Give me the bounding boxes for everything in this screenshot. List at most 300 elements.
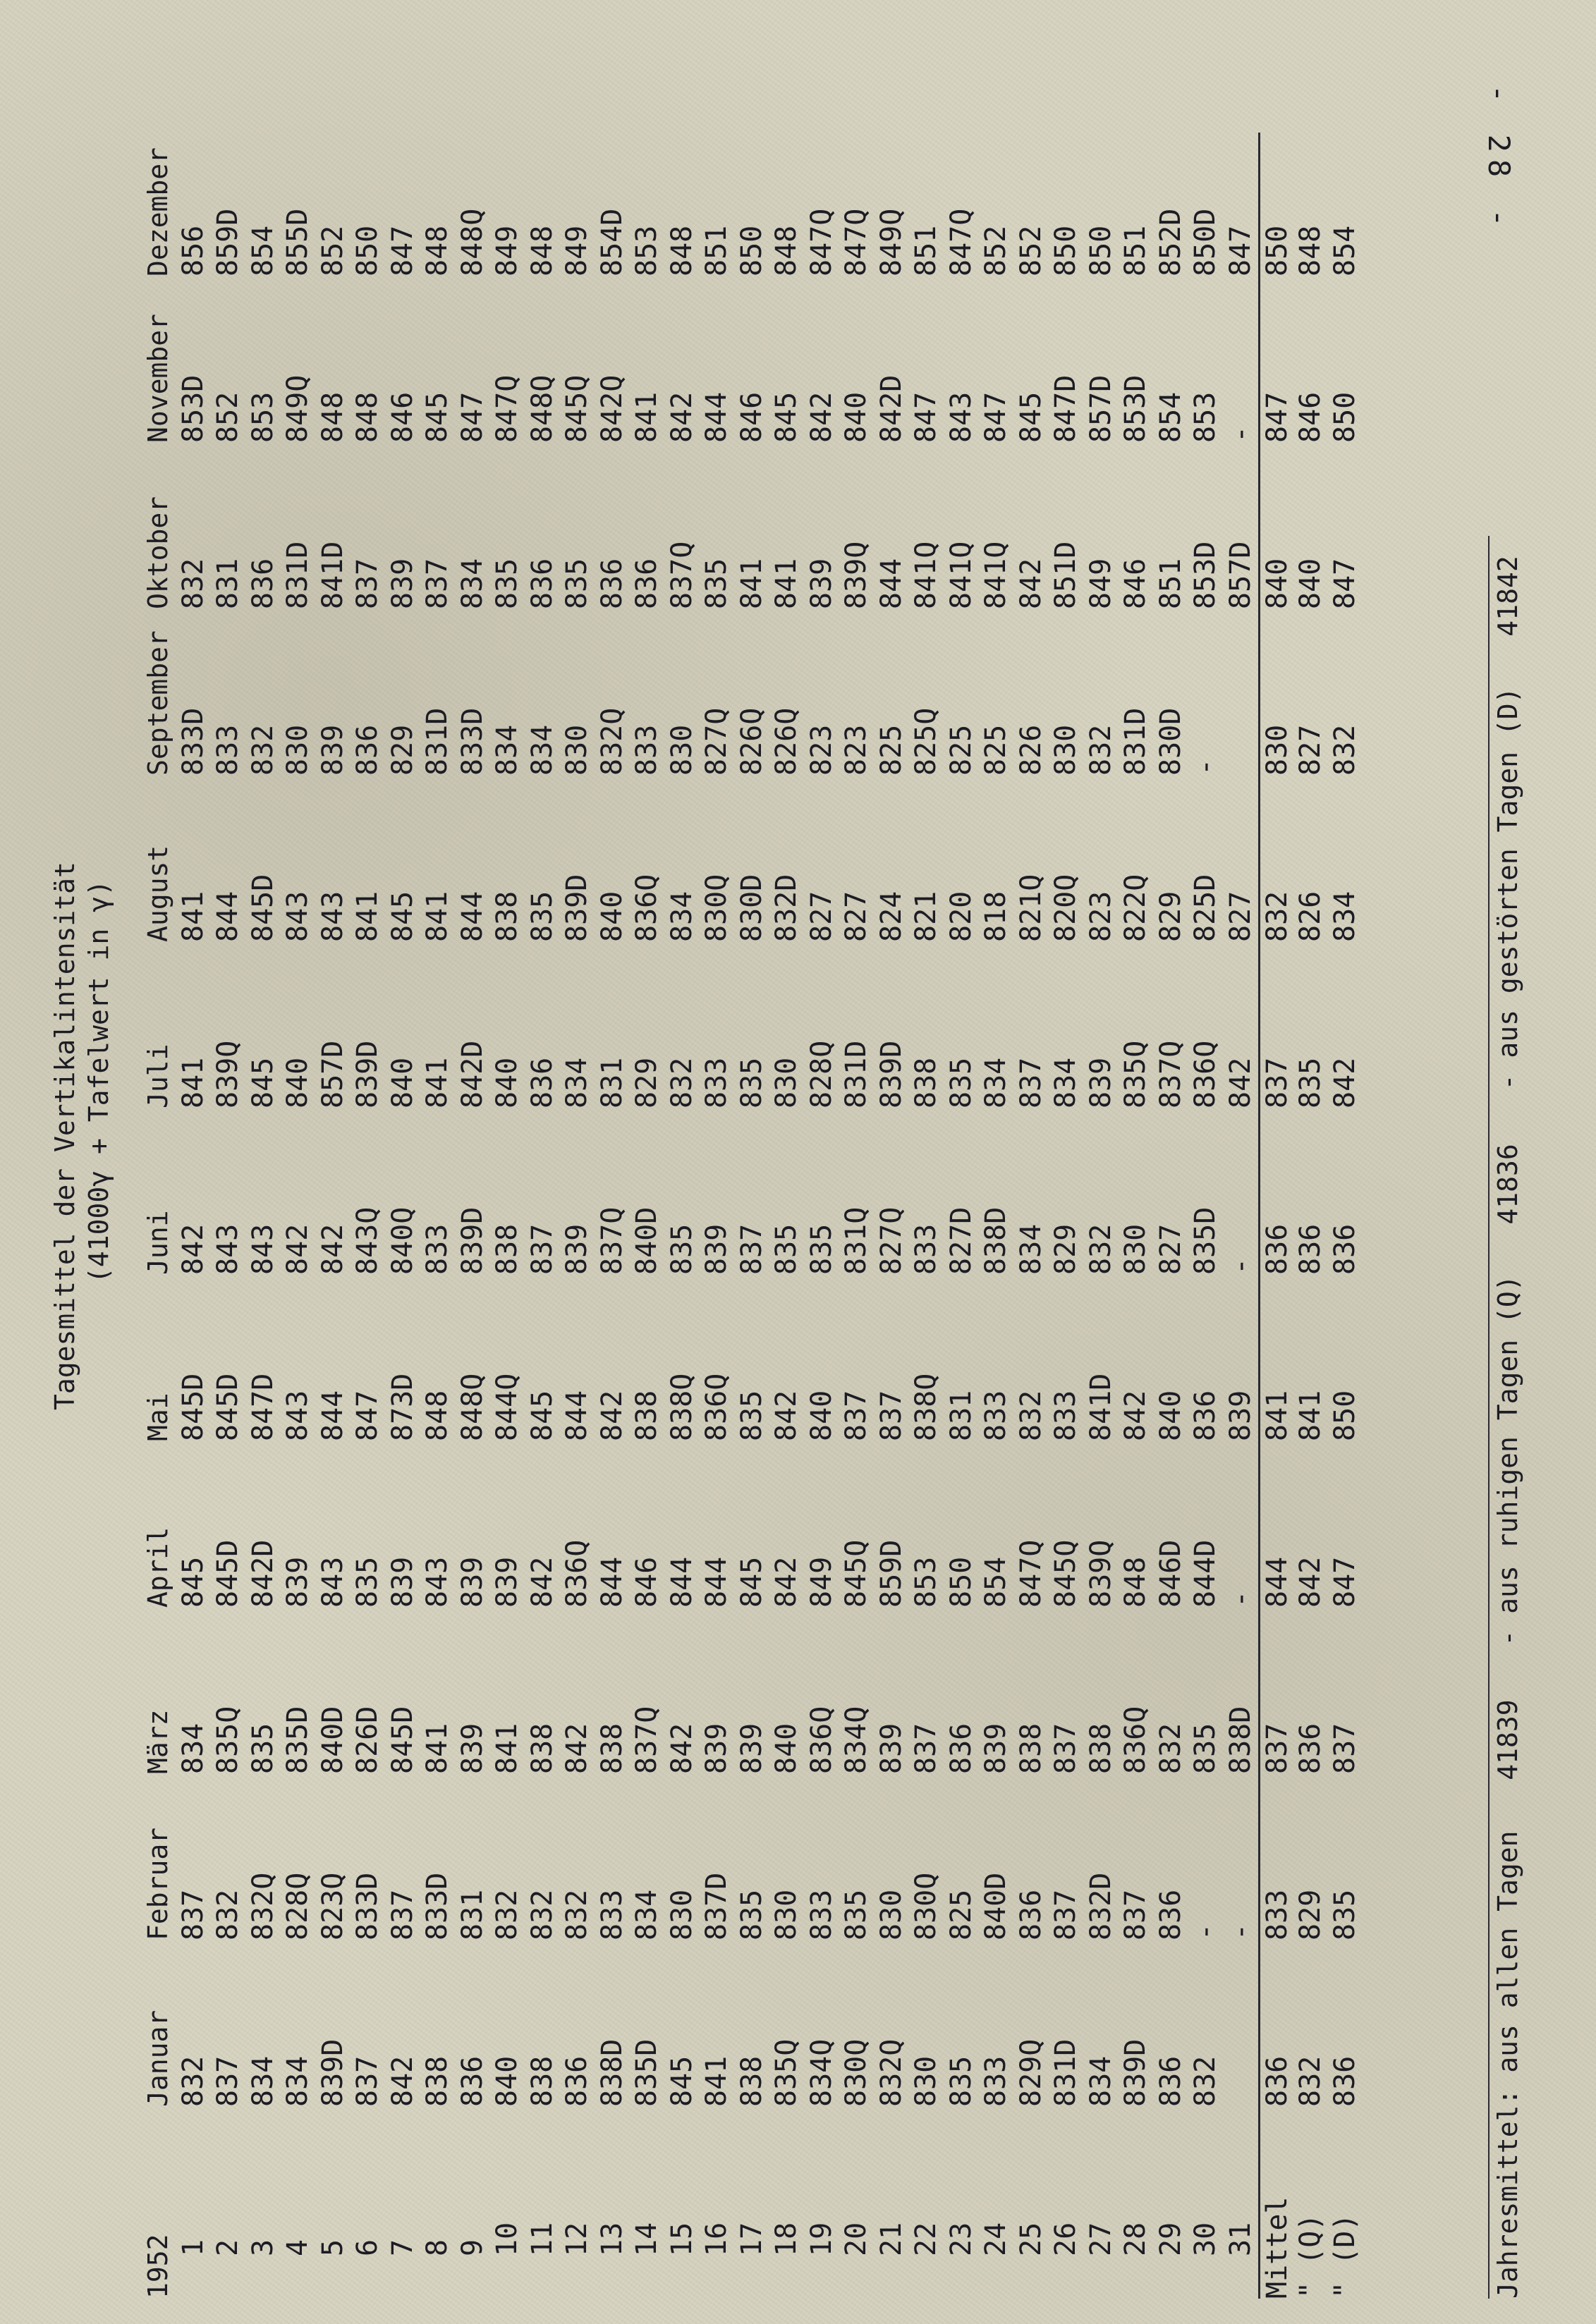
value-cell: 839Q <box>212 1040 244 1108</box>
value-cell: 847Q <box>491 374 523 443</box>
value-cell: 825 <box>944 724 977 776</box>
value-cell: 847D <box>1049 374 1082 443</box>
value-cell: 841 <box>631 391 663 443</box>
value-cell: 848 <box>1119 1556 1152 1608</box>
value-cell: 835 <box>840 1889 872 1940</box>
value-cell: 838 <box>631 1390 663 1441</box>
value-cell: 827 <box>1154 1223 1187 1275</box>
summary-cell: 850 <box>1329 1390 1361 1441</box>
value-cell: 832 <box>665 1057 698 1108</box>
value-cell: 832Q <box>246 1872 279 1940</box>
value-cell: 834 <box>561 1057 593 1108</box>
value-cell: 834 <box>525 724 559 776</box>
summary-cell: 850 <box>1329 391 1361 443</box>
footer-quiet-label: - aus ruhigen Tagen (Q) <box>1492 1275 1523 1646</box>
value-cell: 832 <box>176 558 209 609</box>
value-cell: 841 <box>351 891 384 942</box>
value-cell: 833D <box>176 707 209 776</box>
value-cell: 845 <box>176 1556 209 1608</box>
summary-cell: 836 <box>1329 1223 1361 1275</box>
day-label: 13 <box>595 2222 628 2256</box>
value-cell: 830 <box>770 1057 803 1108</box>
value-cell: 842D <box>875 374 908 443</box>
value-cell: 841 <box>176 891 209 942</box>
value-cell: - <box>1224 425 1257 443</box>
value-cell: 836 <box>1189 1390 1222 1441</box>
value-cell: 830Q <box>700 874 733 942</box>
value-cell: - <box>1224 1590 1257 1608</box>
summary-cell: 835 <box>1329 1889 1361 1940</box>
value-cell: 842 <box>1119 1390 1152 1441</box>
value-cell: 840D <box>980 1872 1012 1940</box>
value-cell: 835 <box>735 1057 768 1108</box>
day-label: 15 <box>665 2222 698 2256</box>
value-cell: 831D <box>421 707 453 776</box>
day-label: 28 <box>1119 2222 1152 2256</box>
value-cell: 821Q <box>1014 874 1047 942</box>
value-cell: 835D <box>631 2038 663 2107</box>
value-cell: 834 <box>980 1057 1012 1108</box>
value-cell: 829 <box>386 724 419 776</box>
value-cell: 838 <box>595 1723 628 1774</box>
value-cell: 847 <box>980 391 1012 443</box>
value-cell: 854D <box>595 208 628 276</box>
value-cell: 838 <box>525 1723 559 1774</box>
value-cell: 833 <box>805 1889 838 1940</box>
value-cell: 833 <box>700 1057 733 1108</box>
value-cell: 850 <box>1049 225 1082 276</box>
value-cell: 854 <box>980 1556 1012 1608</box>
month-header: Dezember <box>142 147 173 276</box>
value-cell: 846 <box>735 391 768 443</box>
value-cell: 820Q <box>1049 874 1082 942</box>
value-cell: 841 <box>421 1723 453 1774</box>
summary-cell: 842 <box>1293 1556 1327 1608</box>
value-cell: 848 <box>351 391 384 443</box>
day-label: 21 <box>875 2222 908 2256</box>
value-cell: 832 <box>491 1889 523 1940</box>
day-label: 1 <box>176 2239 209 2256</box>
day-label: 25 <box>1014 2222 1047 2256</box>
value-cell: 839Q <box>840 541 872 609</box>
day-label: 22 <box>910 2222 942 2256</box>
value-cell: 837 <box>1049 1889 1082 1940</box>
day-label: 14 <box>631 2222 663 2256</box>
value-cell: 839 <box>316 724 349 776</box>
day-label: 11 <box>525 2222 559 2256</box>
value-cell: 837 <box>735 1223 768 1275</box>
summary-cell: 847 <box>1329 558 1361 609</box>
value-cell: 843 <box>246 1223 279 1275</box>
value-cell: 832D <box>1084 1872 1117 1940</box>
value-cell: 830 <box>665 724 698 776</box>
value-cell: 844 <box>316 1390 349 1441</box>
data-table <box>141 133 1363 2299</box>
value-cell: 839 <box>386 558 419 609</box>
value-cell: 839 <box>700 1223 733 1275</box>
value-cell: 831D <box>840 1040 872 1108</box>
value-cell: 830D <box>1154 707 1187 776</box>
value-cell: 834 <box>665 891 698 942</box>
day-label: 9 <box>456 2239 489 2256</box>
day-label: 4 <box>281 2239 314 2256</box>
value-cell: 831D <box>281 541 314 609</box>
value-cell: 844 <box>561 1390 593 1441</box>
value-cell: 842 <box>525 1556 559 1608</box>
table-title: Tagesmittel der Vertikalintensität <box>49 862 80 1410</box>
value-cell: 837 <box>910 1723 942 1774</box>
day-label: 10 <box>491 2222 523 2256</box>
month-header: März <box>142 1709 173 1774</box>
month-header: Januar <box>142 2010 173 2107</box>
summary-cell: 829 <box>1293 1889 1327 1940</box>
value-cell: 832 <box>212 1889 244 1940</box>
value-cell: 842D <box>246 1539 279 1608</box>
value-cell: 833 <box>631 724 663 776</box>
value-cell: 839 <box>980 1723 1012 1774</box>
value-cell: 843 <box>944 391 977 443</box>
value-cell: 839 <box>1224 1390 1257 1441</box>
value-cell: 854 <box>246 225 279 276</box>
value-cell: 851 <box>1119 225 1152 276</box>
value-cell: 833 <box>421 1223 453 1275</box>
value-cell: 844Q <box>491 1373 523 1441</box>
value-cell: 838Q <box>665 1373 698 1441</box>
value-cell: 837D <box>700 1872 733 1940</box>
value-cell: 832D <box>770 874 803 942</box>
value-cell: 840 <box>1154 1390 1187 1441</box>
value-cell: 848 <box>316 391 349 443</box>
value-cell: 823 <box>840 724 872 776</box>
summary-cell: 832 <box>1258 798 1293 965</box>
value-cell: 855D <box>281 208 314 276</box>
value-cell: 837 <box>525 1223 559 1275</box>
value-cell: 839 <box>700 1723 733 1774</box>
value-cell: 848 <box>421 1390 453 1441</box>
value-cell: 836 <box>246 558 279 609</box>
value-cell: 837 <box>875 1390 908 1441</box>
value-cell: 831 <box>456 1889 489 1940</box>
value-cell: 838 <box>735 2055 768 2107</box>
value-cell <box>1224 1963 1259 2129</box>
value-cell: 851D <box>1049 541 1082 609</box>
value-cell: 852 <box>980 225 1012 276</box>
summary-cell: 854 <box>1329 225 1361 276</box>
value-cell: 839D <box>561 874 593 942</box>
month-header: Juni <box>142 1210 173 1275</box>
value-cell: 847 <box>456 391 489 443</box>
value-cell: 848 <box>525 225 559 276</box>
day-label: 30 <box>1189 2222 1222 2256</box>
value-cell: 845 <box>1014 391 1047 443</box>
value-cell: 827Q <box>875 1206 908 1275</box>
rotated-table-page <box>28 56 1566 2299</box>
value-cell: 841 <box>421 1057 453 1108</box>
value-cell: 851 <box>1154 558 1187 609</box>
value-cell: 833 <box>595 1889 628 1940</box>
value-cell: 857D <box>1224 541 1257 609</box>
year-header: 1952 <box>142 2234 173 2299</box>
value-cell: 848 <box>421 225 453 276</box>
value-cell: 839 <box>491 1556 523 1608</box>
day-label: 8 <box>421 2239 453 2256</box>
value-cell: 839 <box>281 1556 314 1608</box>
value-cell: 846 <box>631 1556 663 1608</box>
footer-all-label: Jahresmittel: aus allen Tagen <box>1492 1830 1523 2299</box>
value-cell: 845 <box>386 891 419 942</box>
value-cell: 852 <box>316 225 349 276</box>
value-cell: 836Q <box>631 874 663 942</box>
value-cell: 830 <box>910 2055 942 2107</box>
value-cell: 839 <box>1084 1057 1117 1108</box>
footer-all-value: 41839 <box>1492 1699 1523 1780</box>
value-cell: 839D <box>351 1040 384 1108</box>
value-cell: 839 <box>386 1556 419 1608</box>
day-label: 24 <box>980 2222 1012 2256</box>
value-cell: 830 <box>665 1889 698 1940</box>
value-cell: 840D <box>316 1706 349 1774</box>
value-cell: 830D <box>735 874 768 942</box>
value-cell: 833 <box>910 1223 942 1275</box>
value-cell: 832 <box>176 2055 209 2107</box>
day-label: 12 <box>561 2222 593 2256</box>
month-header: November <box>142 313 173 443</box>
footer-quiet-value: 41836 <box>1492 1144 1523 1225</box>
value-cell: 835 <box>246 1723 279 1774</box>
value-cell: 843 <box>316 1556 349 1608</box>
value-cell: 846 <box>386 391 419 443</box>
month-header: April <box>142 1527 173 1608</box>
value-cell: 827 <box>840 891 872 942</box>
value-cell: 835 <box>805 1223 838 1275</box>
summary-cell: 830 <box>1258 632 1293 798</box>
day-label: 16 <box>700 2222 733 2256</box>
value-cell: 833 <box>980 1390 1012 1441</box>
value-cell: 839 <box>875 1723 908 1774</box>
value-cell: 825 <box>944 1889 977 1940</box>
value-cell: 838 <box>1084 1723 1117 1774</box>
value-cell: 849 <box>561 225 593 276</box>
value-cell: 830Q <box>910 1872 942 1940</box>
value-cell: 839Q <box>1084 1539 1117 1608</box>
value-cell: 830 <box>1119 1223 1152 1275</box>
value-cell: 831 <box>212 558 244 609</box>
summary-cell: 836 <box>1293 1723 1327 1774</box>
value-cell: 840D <box>631 1206 663 1275</box>
value-cell: 821 <box>910 891 942 942</box>
value-cell: 834 <box>1049 1057 1082 1108</box>
value-cell: 832 <box>1084 1223 1117 1275</box>
value-cell: 873D <box>386 1373 419 1441</box>
value-cell: 838 <box>1014 1723 1047 1774</box>
value-cell: 842 <box>595 1390 628 1441</box>
month-header: Oktober <box>142 496 173 609</box>
value-cell: 831 <box>944 1390 977 1441</box>
summary-cell: 848 <box>1293 225 1327 276</box>
value-cell: 830 <box>875 1889 908 1940</box>
value-cell: 830 <box>1049 724 1082 776</box>
value-cell: 845 <box>735 1556 768 1608</box>
value-cell: 833 <box>212 724 244 776</box>
value-cell: 837 <box>212 2055 244 2107</box>
value-cell: 837 <box>1049 1723 1082 1774</box>
value-cell: 848 <box>665 225 698 276</box>
value-cell: 847 <box>910 391 942 443</box>
summary-cell: 837 <box>1329 1723 1361 1774</box>
value-cell: 834Q <box>805 2038 838 2107</box>
value-cell: 834 <box>246 2055 279 2107</box>
day-label: 2 <box>212 2239 244 2256</box>
value-cell: 856 <box>176 225 209 276</box>
value-cell: 842 <box>770 1390 803 1441</box>
value-cell: 859D <box>875 1539 908 1608</box>
value-cell: 841 <box>491 1723 523 1774</box>
value-cell: 835Q <box>770 2038 803 2107</box>
value-cell: 837 <box>1014 1057 1047 1108</box>
value-cell: 835 <box>944 2055 977 2107</box>
value-cell: 845D <box>246 874 279 942</box>
value-cell: 832Q <box>875 2038 908 2107</box>
value-cell: 830Q <box>840 2038 872 2107</box>
value-cell: 845 <box>665 2055 698 2107</box>
day-label: 6 <box>351 2239 384 2256</box>
value-cell: 851 <box>700 225 733 276</box>
value-cell: 847D <box>246 1373 279 1441</box>
value-cell: 839 <box>735 1723 768 1774</box>
value-cell: 850 <box>1084 225 1117 276</box>
value-cell: 849 <box>805 1556 838 1608</box>
value-cell: 832Q <box>595 707 628 776</box>
value-cell: 825 <box>980 724 1012 776</box>
value-cell: 834 <box>281 2055 314 2107</box>
value-cell: 849 <box>1084 558 1117 609</box>
value-cell: 838 <box>525 2055 559 2107</box>
summary-cell: 847 <box>1329 1556 1361 1608</box>
value-cell: 846D <box>1154 1539 1187 1608</box>
value-cell: 857D <box>1084 374 1117 443</box>
value-cell: 850 <box>735 225 768 276</box>
value-cell: 841D <box>316 541 349 609</box>
value-cell: 835 <box>944 1057 977 1108</box>
annual-means-footer <box>1488 536 1523 2299</box>
summary-cell: 832 <box>1293 2055 1327 2107</box>
value-cell: 826D <box>351 1706 384 1774</box>
summary-cell: 827 <box>1293 724 1327 776</box>
value-cell: 827 <box>1224 891 1257 942</box>
value-cell: 841 <box>700 2055 733 2107</box>
day-label: 7 <box>386 2239 419 2256</box>
value-cell: 849Q <box>875 208 908 276</box>
value-cell: 835 <box>665 1223 698 1275</box>
value-cell: 827Q <box>700 707 733 776</box>
value-cell: 840 <box>491 2055 523 2107</box>
value-cell: 839D <box>1119 2038 1152 2107</box>
value-cell: 842D <box>456 1040 489 1108</box>
value-cell: 826Q <box>735 707 768 776</box>
summary-cell: 836 <box>1258 1963 1293 2129</box>
value-cell: 835Q <box>1119 1040 1152 1108</box>
summary-label: Mittel <box>1258 2129 1293 2299</box>
month-header: Juli <box>142 1044 173 1108</box>
value-cell: 853D <box>1189 541 1222 609</box>
value-cell: 836 <box>525 558 559 609</box>
value-cell: 847 <box>351 1390 384 1441</box>
value-cell: 841Q <box>910 541 942 609</box>
summary-cell: 850 <box>1258 133 1293 299</box>
value-cell: 818 <box>980 891 1012 942</box>
value-cell: 837 <box>386 1889 419 1940</box>
value-cell: 838 <box>421 2055 453 2107</box>
value-cell: 848Q <box>525 374 559 443</box>
value-cell: 837 <box>1119 1889 1152 1940</box>
summary-cell: 834 <box>1329 891 1361 942</box>
value-cell: 833 <box>1049 1390 1082 1441</box>
month-header: September <box>142 630 173 776</box>
value-cell: 829 <box>1049 1223 1082 1275</box>
value-cell: - <box>1189 758 1222 776</box>
value-cell: 834 <box>491 724 523 776</box>
value-cell: 841 <box>735 558 768 609</box>
value-cell: 857D <box>316 1040 349 1108</box>
value-cell: 841 <box>176 1057 209 1108</box>
value-cell: 838 <box>910 1057 942 1108</box>
value-cell: 836 <box>351 724 384 776</box>
value-cell: 832 <box>1084 724 1117 776</box>
value-cell: 845 <box>421 391 453 443</box>
value-cell: 837Q <box>595 1206 628 1275</box>
value-cell: 834 <box>631 1889 663 1940</box>
value-cell: 831Q <box>840 1206 872 1275</box>
value-cell: 850D <box>1189 208 1222 276</box>
value-cell: 842 <box>316 1223 349 1275</box>
day-label: 3 <box>246 2239 279 2256</box>
value-cell: 835 <box>525 891 559 942</box>
value-cell: 835 <box>351 1556 384 1608</box>
day-label: 27 <box>1084 2222 1117 2256</box>
value-cell: 859D <box>212 208 244 276</box>
value-cell: 843 <box>281 1390 314 1441</box>
day-label: 19 <box>805 2222 838 2256</box>
value-cell: 832 <box>1014 1390 1047 1441</box>
value-cell: 845 <box>246 1057 279 1108</box>
value-cell: 839 <box>805 558 838 609</box>
value-cell: 840 <box>840 391 872 443</box>
value-cell: 834Q <box>840 1706 872 1774</box>
value-cell: - <box>1224 1257 1257 1275</box>
value-cell: 829 <box>631 1057 663 1108</box>
value-cell: 845 <box>770 391 803 443</box>
value-cell: 838D <box>595 2038 628 2107</box>
value-cell: 847 <box>1224 225 1257 276</box>
value-cell: 823 <box>1084 891 1117 942</box>
value-cell: 837Q <box>665 541 698 609</box>
value-cell: - <box>1189 1923 1222 1940</box>
value-cell: 843Q <box>351 1206 384 1275</box>
value-cell <box>1224 632 1259 798</box>
value-cell: 848Q <box>456 1373 489 1441</box>
value-cell: 839 <box>456 1556 489 1608</box>
month-header: Februar <box>142 1827 173 1940</box>
value-cell: 853D <box>1119 374 1152 443</box>
summary-cell: 833 <box>1258 1797 1293 1963</box>
value-cell: 841 <box>770 558 803 609</box>
value-cell: 840 <box>770 1723 803 1774</box>
summary-cell: 840 <box>1258 465 1293 632</box>
value-cell: 842 <box>1224 1057 1257 1108</box>
value-cell: 843 <box>281 891 314 942</box>
value-cell: 830 <box>561 724 593 776</box>
value-cell: 837 <box>421 558 453 609</box>
